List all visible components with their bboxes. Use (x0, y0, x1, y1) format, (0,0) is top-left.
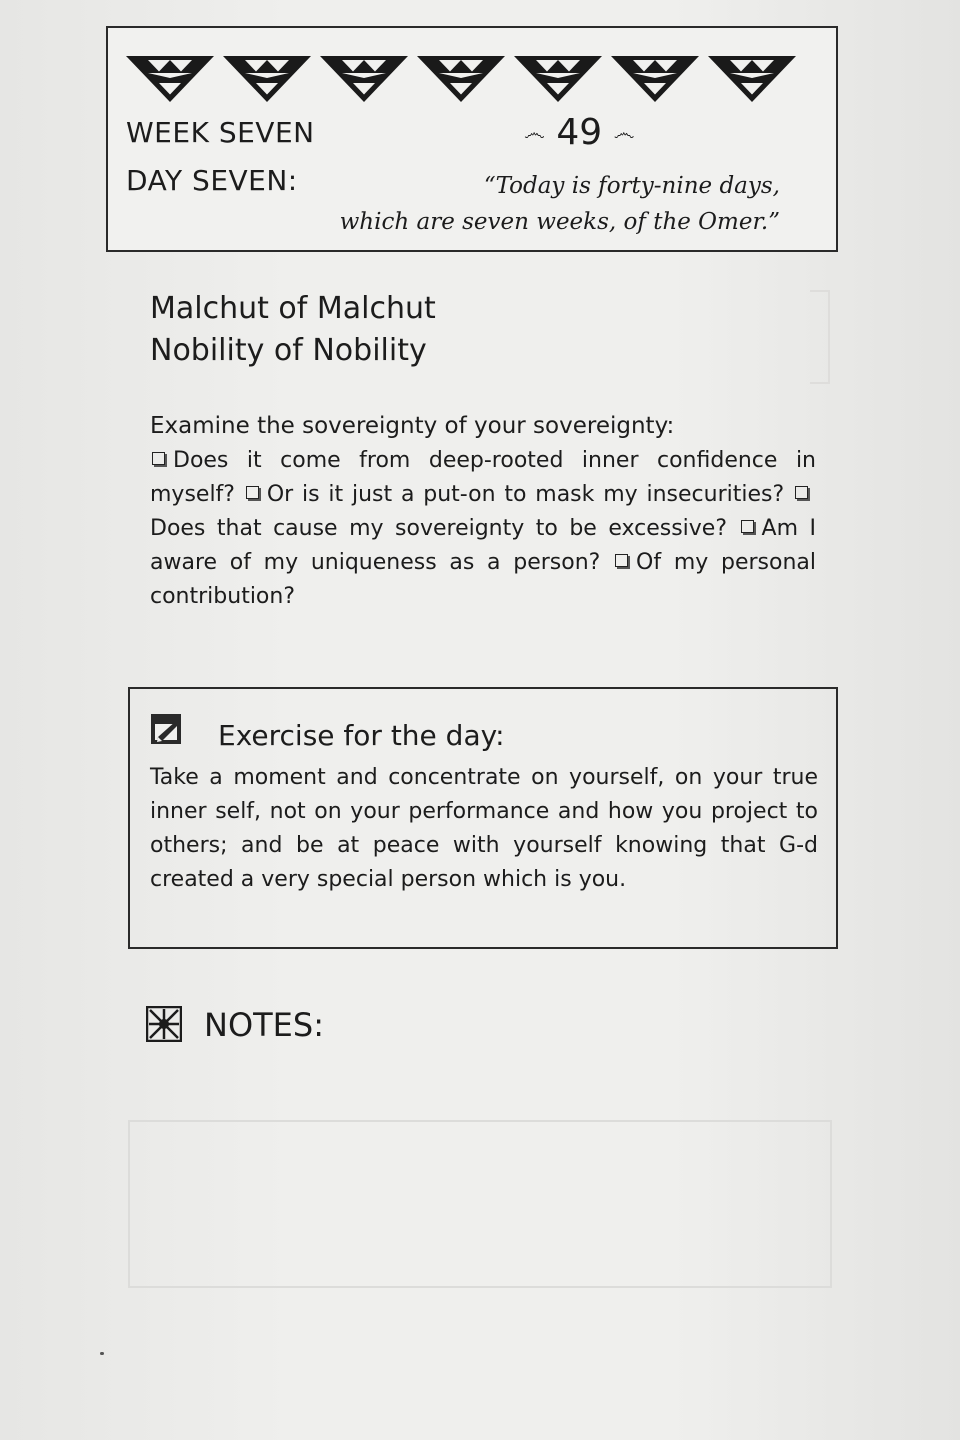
border-triangle (126, 56, 214, 102)
day-number (524, 112, 634, 153)
omer-count-line-1: “Today is forty-nine days, (483, 173, 780, 199)
border-triangle (417, 56, 505, 102)
day-number-value: 49 (556, 112, 603, 153)
header-box (106, 26, 838, 252)
border-triangle (514, 56, 602, 102)
reflection-section (150, 410, 816, 614)
ornament-left: ෴ (524, 121, 545, 146)
border-triangle (320, 56, 408, 102)
star-grid-icon (146, 1006, 182, 1042)
exercise-text: Take a moment and concentrate on yourself, on your true inner self, not on your performance and how you project to others; and be at peace with yourself knowing that G-d created a very special person which is you. (150, 765, 818, 892)
omer-count-quote (300, 168, 780, 240)
border-triangle (708, 56, 796, 102)
ornament-right: ෴ (613, 121, 635, 146)
question-2: Or is it just a put-on to mask my insecurities? (266, 482, 785, 507)
omer-count-line-2: which are seven weeks, of the Omer.” (339, 209, 780, 235)
question-checkbox-icon (795, 486, 808, 499)
question-checkbox-icon (152, 452, 165, 465)
question-4: Am I aware of my uniqueness as a person? (150, 516, 816, 575)
sefirah-line-2: Nobility of Nobility (150, 333, 427, 368)
week-label: WEEK SEVEN (126, 116, 315, 149)
bleed-through-rule (810, 290, 830, 384)
notes-label: NOTES: (204, 1006, 324, 1044)
border-triangle (611, 56, 699, 102)
exercise-title: Exercise for the day: (218, 719, 505, 752)
reflection-questions (150, 444, 816, 614)
checkbox-pencil-icon (150, 713, 182, 745)
question-checkbox-icon (741, 520, 754, 533)
print-speck (100, 1352, 104, 1355)
reflection-heading: Examine the sovereignty of your sovereignty: (150, 413, 675, 439)
question-1: Does it come from deep-rooted inner confidence in myself? (150, 448, 816, 507)
sefirah-title (150, 288, 436, 372)
triangle-border (126, 56, 798, 106)
day-label: DAY SEVEN: (126, 164, 298, 197)
question-3: Does that cause my sovereignty to be excessive? (150, 516, 728, 541)
question-checkbox-icon (615, 554, 628, 567)
question-5: Of my personal contribution? (150, 550, 816, 609)
bleed-through-box (128, 1120, 832, 1288)
question-checkbox-icon (246, 486, 259, 499)
sefirah-line-1: Malchut of Malchut (150, 291, 436, 326)
exercise-box (128, 687, 838, 949)
border-triangle (223, 56, 311, 102)
